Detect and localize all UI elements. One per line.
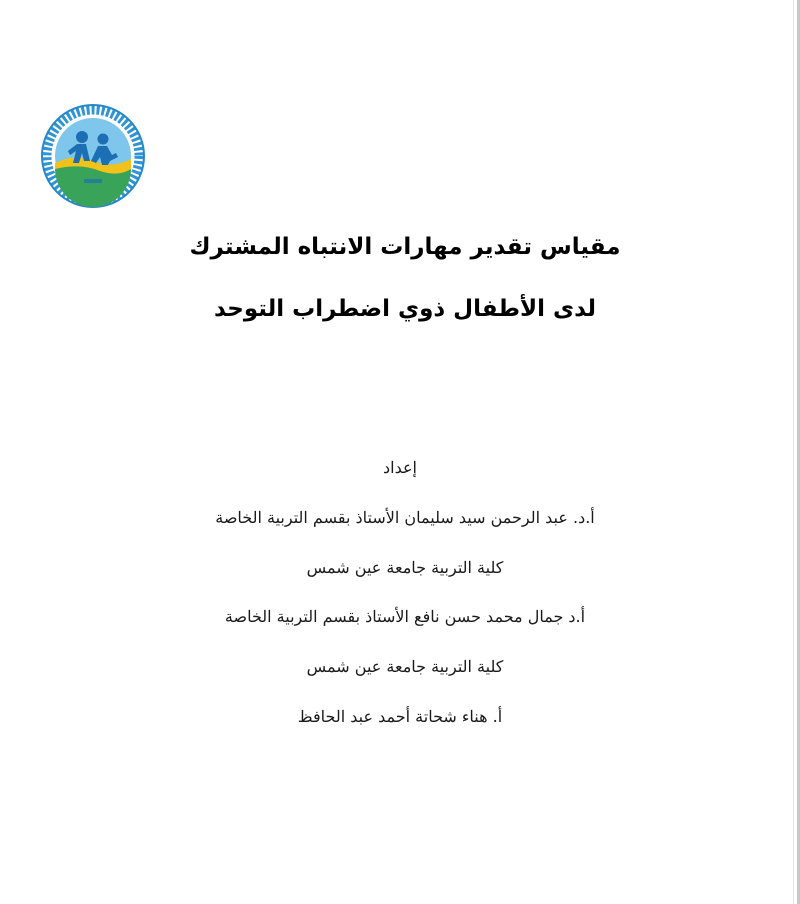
- prepared-by-label: إعداد: [383, 458, 417, 477]
- document-title-line-1: مقياس تقدير مهارات الانتباه المشترك: [189, 234, 621, 260]
- page-edge-shadow: [793, 0, 794, 904]
- author-1: أ.د. عبد الرحمن سيد سليمان الأستاذ بقسم التربية الخاصة: [215, 508, 595, 527]
- logo-emblem-icon: [40, 103, 146, 209]
- organization-logo: [40, 103, 146, 209]
- author-2: أ.د جمال محمد حسن نافع الأستاذ بقسم التربية الخاصة: [224, 607, 586, 626]
- author-1-affiliation: كلية التربية جامعة عين شمس: [306, 558, 504, 577]
- author-2-affiliation: كلية التربية جامعة عين شمس: [306, 657, 504, 676]
- logo-ring-text: [40, 209, 41, 210]
- logo-center-text: [40, 209, 41, 210]
- author-3: أ. هناء شحاتة أحمد عبد الحافظ: [297, 707, 503, 726]
- document-title-line-2: لدى الأطفال ذوي اضطراب التوحد: [213, 296, 597, 322]
